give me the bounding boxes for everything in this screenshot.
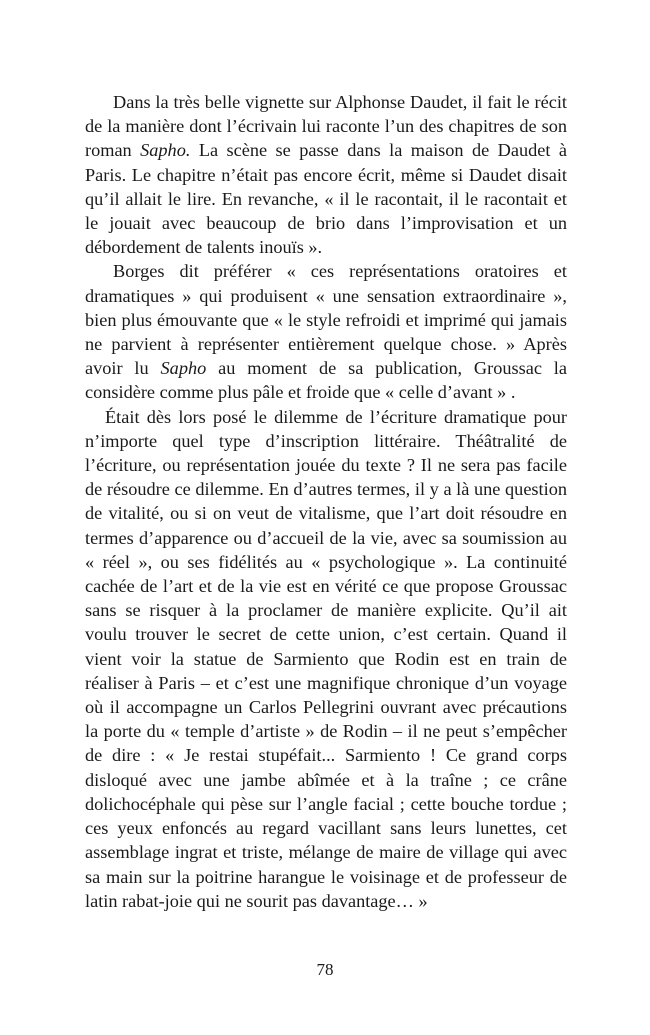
paragraph-borges-text-end: au moment de sa publication, Groussac la considère comme plus pâle et froide que « celle d’avant » . <box>85 358 567 403</box>
book-title-sapho: Sapho. <box>140 140 191 161</box>
book-title-sapho-2: Sapho <box>160 358 207 379</box>
paragraph-daudet-text-end: La scène se passe dans la maison de Daudet à Paris. Le chapitre n’était pas encore écrit, même si Daudet disait qu’il allait le lire. En revanche, « il le racontait, il le racontait et le jouait avec beaucoup de brio dans l’improvisation et un débordement de talents inouïs ». <box>85 140 567 258</box>
paragraph-dilemme-text: Était dès lors posé le dilemme de l’écriture dramatique pour n’importe quel type d’inscription littéraire. Théâtralité de l’écriture, ou représentation jouée du texte ? Il ne sera pas facile de résoudre ce dilemme. En d’autres termes, il y a là une question de vitalité, ou si on veut de vitalisme, que l’art doit résoudre en termes d’apparence ou d’accueil de la vie, avec sa soumission au « réel », ou ses fidélités au « psychologique ». La continuité cachée de l’art et de la vie est en vérité ce que propose Groussac sans se risquer à la proclamer de manière explicite. Qu’il ait voulu trouver le secret de cette union, c’est certain. Quand il vient voir la statue de Sarmiento que Rodin est en train de réaliser à Paris – et c’est une magnifique chronique d’un voyage où il accompagne un Carlos Pellegrini ouvrant avec précautions la porte du « temple d’artiste » de Rodin – il ne peut s’empêcher de dire : « Je restai stupéfait... Sarmiento ! Ce grand corps disloqué avec une jambe abîmée et à la traîne ; ce crâne dolichocéphale qui pèse sur l’angle facial ; cette bouche tordue ; ces yeux enfoncés au regard vacillant sans leurs lunettes, cet assemblage ingrat et triste, mélange de maire de village qui avec sa main sur la poitrine harangue le voisinage et de professeur de latin rabat-joie qui ne sourit pas davantage… » <box>85 406 567 911</box>
paragraph-daudet-text-start: Dans la très belle vignette sur Alphonse Daudet, il fait le récit de la manière dont l’écrivain lui raconte l’un des chapitres de son roman <box>85 92 567 161</box>
paragraph-dilemme <box>85 405 567 913</box>
paragraph-borges <box>85 259 567 404</box>
paragraph-daudet <box>85 90 567 259</box>
page-body <box>85 90 567 913</box>
page-number: 78 <box>316 960 334 979</box>
paragraph-borges-text-start: Borges dit préférer « ces représentations oratoires et dramatiques » qui produisent « une sensation extraordinaire », bien plus émouvante que « le style refroidi et imprimé qui jamais ne parvient à représenter entièrement quelque chose. » Après avoir lu <box>85 261 567 379</box>
